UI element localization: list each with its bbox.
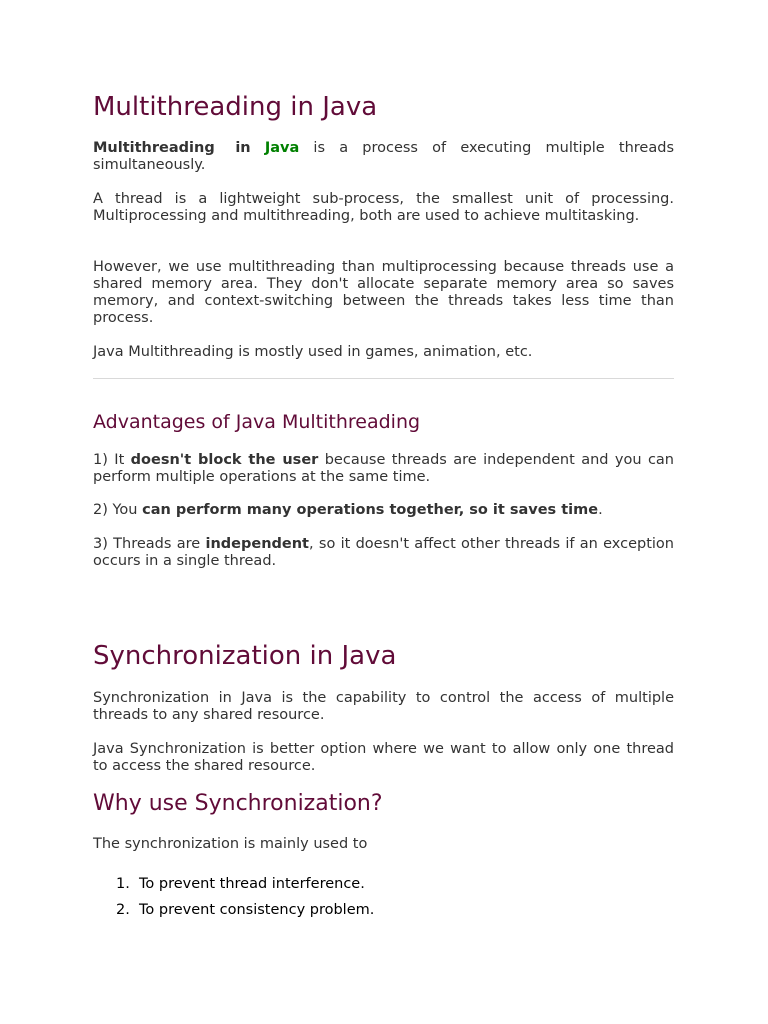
synchronization-option-paragraph: Java Synchronization is better option where we want to allow only one thread to access the shared resource.: [93, 741, 674, 774]
advantage-3-bold: independent: [205, 536, 309, 552]
advantage-2-prefix: 2) You: [93, 502, 143, 518]
advantage-3-rest: , so it doesn't affect other threads if an exception occurs in a single thread.: [93, 536, 674, 569]
heading-synchronization: Synchronization in Java: [93, 641, 397, 671]
why-intro-paragraph: The synchronization is mainly used to: [93, 836, 368, 852]
heading-multithreading: Multithreading in Java: [93, 92, 378, 122]
intro-rest: is a process of executing multiple threads simultaneously.: [93, 140, 674, 173]
list-item-text: To prevent thread interference.: [139, 876, 365, 892]
advantage-1-bold: doesn't block the user: [130, 452, 319, 468]
advantage-item-1: [93, 452, 674, 486]
list-item-number: 1.: [116, 876, 130, 892]
advantage-item-2: [93, 502, 674, 519]
java-link[interactable]: Java: [264, 140, 300, 156]
list-item-text: To prevent consistency problem.: [139, 902, 375, 918]
usage-paragraph: Java Multithreading is mostly used in games, animation, etc.: [93, 344, 533, 360]
advantage-2-bold: can perform many operations together, so it saves time: [142, 502, 599, 518]
section-divider: [93, 378, 674, 379]
advantage-1-prefix: 1) It: [93, 452, 131, 468]
advantage-item-3: [93, 536, 674, 570]
thread-definition-paragraph: A thread is a lightweight sub-process, the smallest unit of processing. Multiprocessing and multithreading, both are used to achieve multitasking.: [93, 191, 674, 224]
advantage-2-rest: .: [598, 502, 603, 518]
advantage-3-prefix: 3) Threads are: [93, 536, 206, 552]
intro-paragraph: [93, 140, 674, 174]
advantage-1-rest: because threads are independent and you can perform multiple operations at the same time.: [93, 452, 674, 485]
heading-why-synchronization: Why use Synchronization?: [93, 791, 383, 816]
synchronization-definition-paragraph: Synchronization in Java is the capability to control the access of multiple threads to any shared resource.: [93, 690, 674, 723]
list-item-number: 2.: [116, 902, 130, 918]
intro-bold-lead: Multithreading in: [93, 140, 251, 156]
heading-advantages: Advantages of Java Multithreading: [93, 411, 421, 433]
shared-memory-paragraph: However, we use multithreading than multiprocessing because threads use a shared memory area. They don't allocate separate memory area so saves memory, and context-switching between the threads takes less time than process.: [93, 259, 674, 326]
